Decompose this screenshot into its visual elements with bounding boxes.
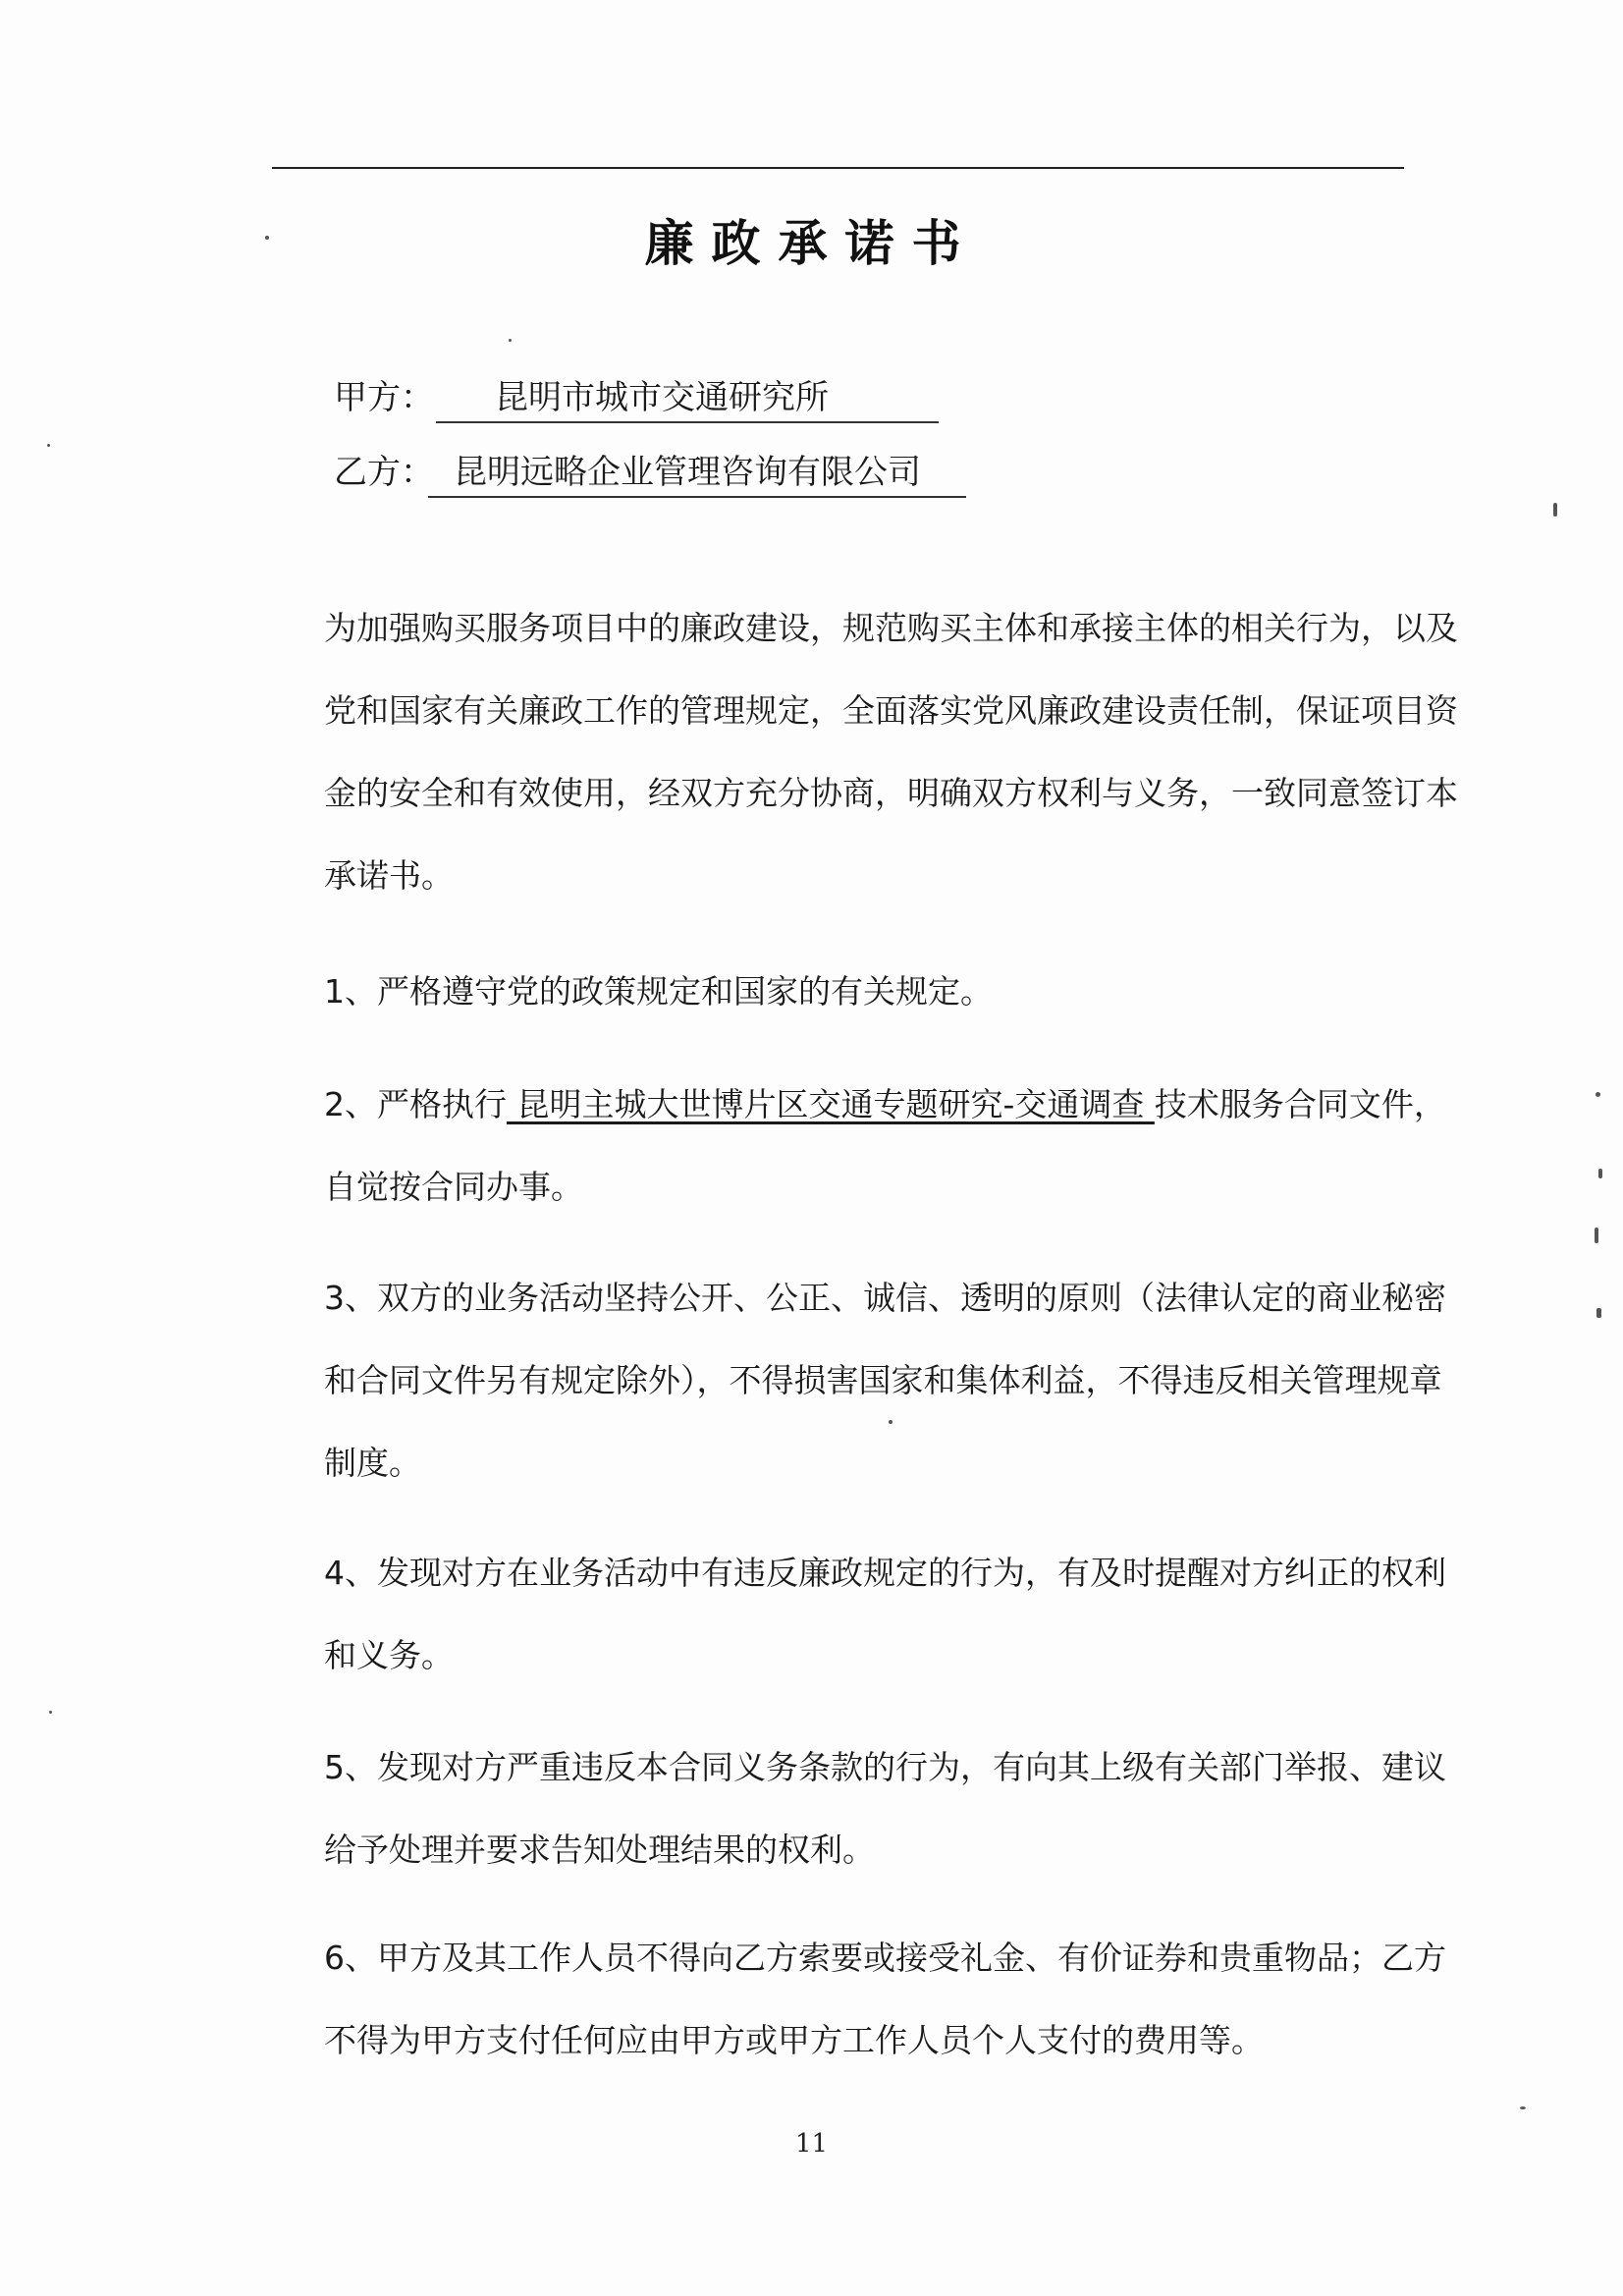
clause-5: 5、发现对方严重违反本合同义务条款的行为，有向其上级有关部门举报、建议给予处理并要求告知处理结果的权利。 (324, 1748, 1446, 1869)
scan-speck (1596, 1308, 1601, 1318)
clause-2 (253, 1064, 1463, 1229)
scan-speck (49, 1711, 52, 1714)
scan-speck (1598, 1169, 1602, 1178)
party-b-value: 昆明远略企业管理咨询有限公司 (428, 451, 966, 498)
party-a-value: 昆明市城市交通研究所 (436, 376, 939, 423)
page-number: 11 (794, 2129, 829, 2159)
party-a-label: 甲方： (334, 378, 434, 417)
clause-1: 1、严格遵守党的政策规定和国家的有关规定。 (324, 972, 993, 1011)
clause-2-suffix: 技术服务合同文件，自觉按合同办事。 (324, 1085, 1446, 1206)
clause-6: 6、甲方及其工作人员不得向乙方索要或接受礼金、有价证券和贵重物品；乙方不得为甲方支付任何应由甲方或甲方工作人员个人支付的费用等。 (324, 1939, 1446, 2059)
scan-speck (1596, 1092, 1600, 1097)
scan-speck (1520, 2106, 1526, 2109)
scan-speck (265, 236, 269, 240)
header-rule (272, 167, 1404, 169)
scan-speck (1595, 1228, 1598, 1243)
intro-paragraph: 为加强购买服务项目中的廉政建设，规范购买主体和承接主体的相关行为，以及党和国家有关廉政工作的管理规定，全面落实党风廉政建设责任制，保证项目资金的安全和有效使用，经双方充分协商，明确双方权利与义务，一致同意签订本承诺书。 (324, 609, 1458, 895)
party-b-label: 乙方： (334, 453, 434, 492)
scan-speck (1553, 503, 1557, 517)
clause-2-prefix: 2、严格执行 (324, 1085, 507, 1123)
scan-speck (47, 444, 50, 447)
clause-3: 3、双方的业务活动坚持公开、公正、诚信、透明的原则（法律认定的商业秘密和合同文件另有规定除外），不得损害国家和集体利益，不得违反相关管理规章制度。 (324, 1279, 1446, 1482)
document-title: 廉政承诺书 (644, 214, 979, 272)
party-b-line (334, 451, 966, 498)
clause-4: 4、发现对方在业务活动中有违反廉政规定的行为，有及时提醒对方纠正的权利和义务。 (324, 1554, 1446, 1674)
scan-speck (509, 339, 512, 342)
party-a-line (334, 376, 939, 423)
clause-2-project-name: 昆明主城大世博片区交通专题研究-交通调查 (507, 1085, 1155, 1123)
scan-speck (889, 1420, 893, 1424)
